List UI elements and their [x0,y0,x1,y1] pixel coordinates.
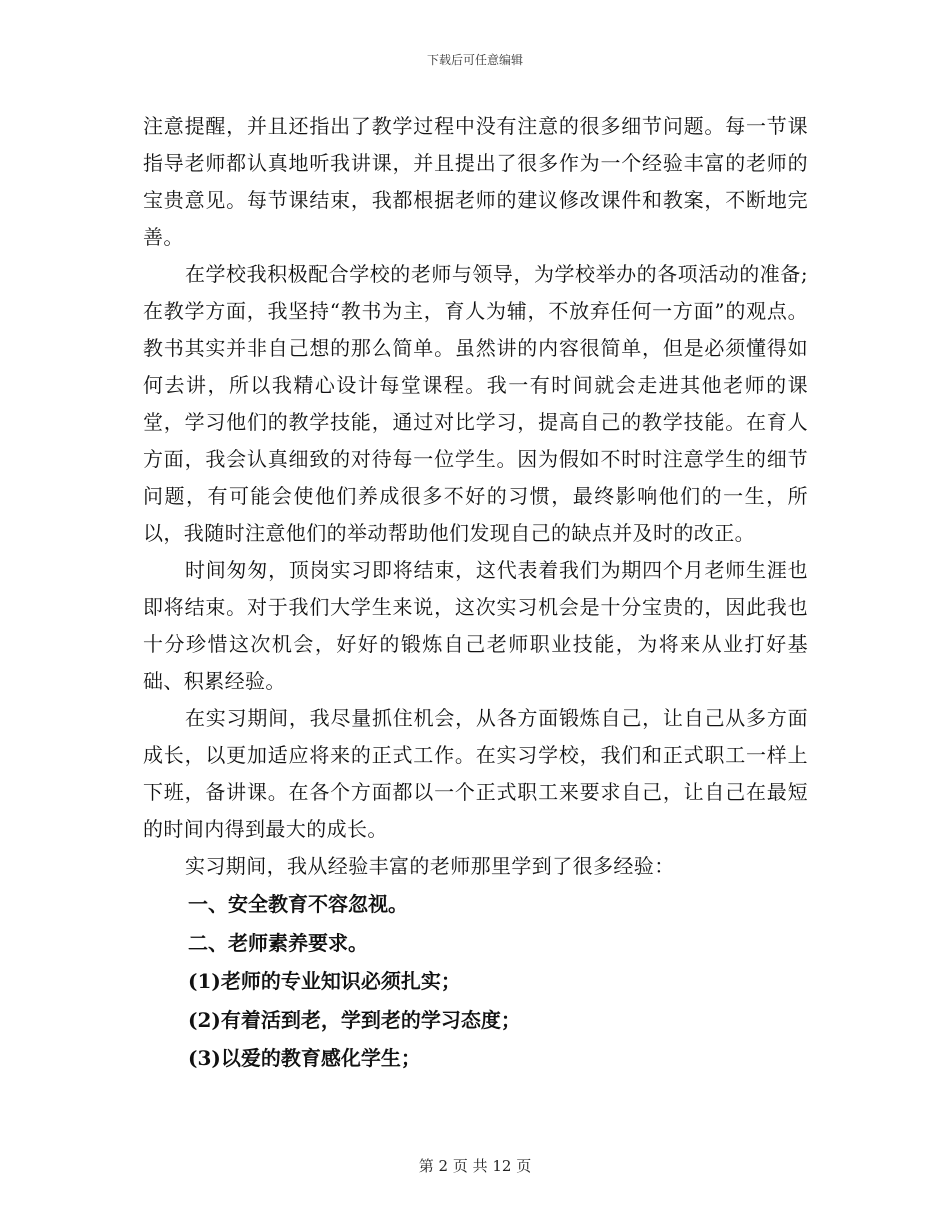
paragraph-internship-period: 在实习期间，我尽量抓住机会，从各方面锻炼自己，让自己从多方面成长，以更加适应将来的正式工作。在实习学校，我们和正式职工一样上下班，备讲课。在各个方面都以一个正式职工来要求自己，让自己在最短的时间内得到最大的成长。 [143,706,808,841]
experience-list [143,885,808,1078]
paragraph-school-cooperation: 在学校我积极配合学校的老师与领导，为学校举办的各项活动的准备;在教学方面，我坚持“教书为主，育人为辅，不放弃任何一方面”的观点。教书其实并非自己想的那么简单。虽然讲的内容很简单，但是必须懂得如何去讲，所以我精心设计每堂课程。我一有时间就会走进其他老师的课堂，学习他们的教学技能，通过对比学习，提高自己的教学技能。在育人方面，我会认真细致的对待每一位学生。因为假如不时时注意学生的细节问题，有可能会使他们养成很多不好的习惯，最终影响他们的一生，所以，我随时注意他们的举动帮助他们发现自己的缺点并及时的改正。 [143,262,808,545]
paragraph-continuation: 注意提醒，并且还指出了教学过程中没有注意的很多细节问题。每一节课指导老师都认真地听我讲课，并且提出了很多作为一个经验丰富的老师的宝贵意见。每节课结束，我都根据老师的建议修改课件和教案，不断地完善。 [143,114,808,249]
document-body [143,108,808,1078]
paragraph-experience-intro: 实习期间，我从经验丰富的老师那里学到了很多经验： [185,854,675,878]
list-item-teacher-quality: 二、老师素养要求。 [188,930,368,955]
paragraph-internship-ending: 时间匆匆，顶岗实习即将结束，这代表着我们为期四个月老师生涯也即将结束。对于我们大学生来说，这次实习机会是十分宝贵的，因此我也十分珍惜这次机会，好好的锻炼自己老师职业技能，为将来从业打好基础、积累经验。 [143,558,808,693]
list-item-safety-education: 一、安全教育不容忽视。 [188,892,408,916]
list-item-education-by-love: (3)以爱的教育感化学生； [188,1046,421,1070]
page-header-note: 下载后可任意编辑 [426,53,523,67]
list-item-lifelong-learning: (2)有着活到老，学到老的学习态度； [188,1007,521,1032]
page-number-footer: 第 2 页 共 12 页 [418,1157,532,1175]
list-item-professional-knowledge: (1)老师的专业知识必须扎实； [188,969,461,993]
